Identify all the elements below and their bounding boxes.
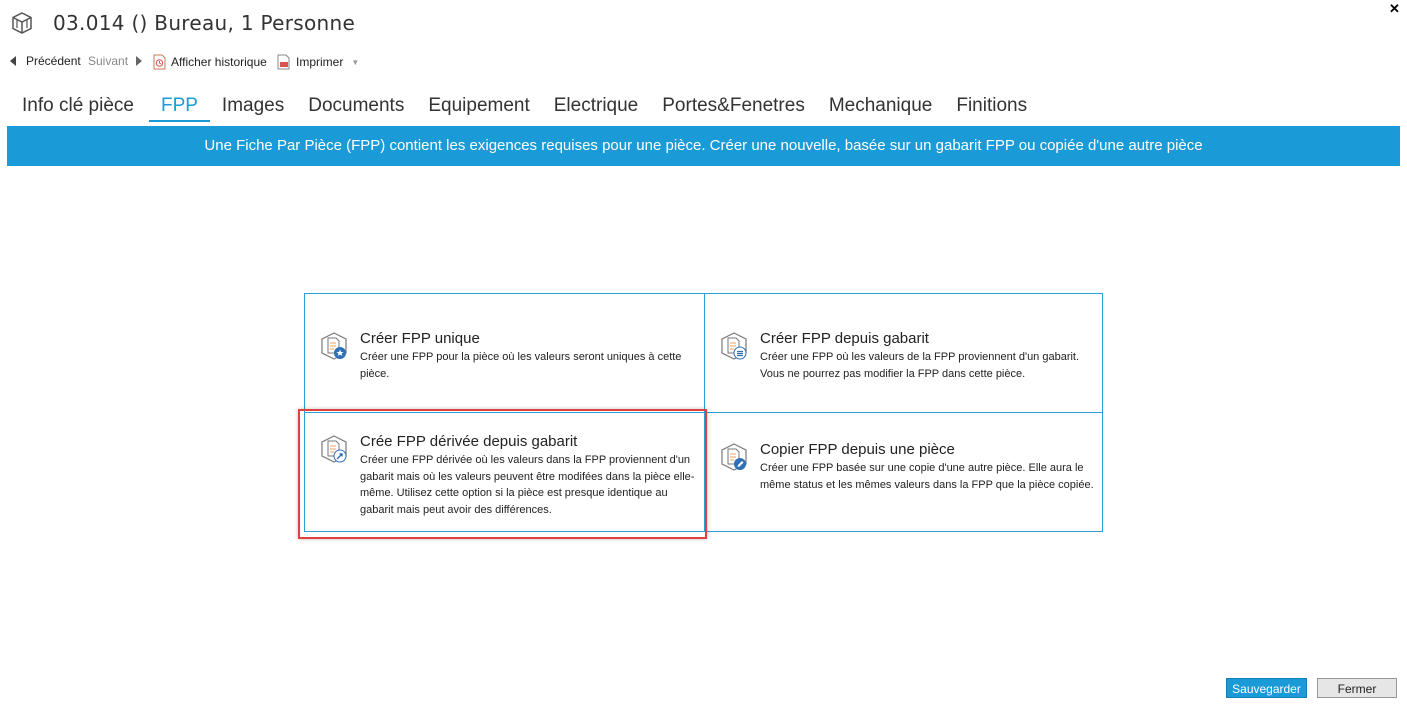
option-description: Créer une FPP pour la pièce où les valeurs seront uniques à cette pièce. <box>360 351 682 380</box>
tab-mechanique[interactable]: Mechanique <box>828 95 933 116</box>
tab-images[interactable]: Images <box>221 95 285 116</box>
previous-label: Précédent <box>26 54 81 68</box>
window-title: 03.014 () Bureau, 1 Personne <box>53 11 356 35</box>
history-label: Afficher historique <box>171 55 267 69</box>
tab-electrique[interactable]: Electrique <box>553 95 639 116</box>
tab-documents[interactable]: Documents <box>308 95 405 116</box>
option-description: Créer une FPP où les valeurs de la FPP proviennent d'un gabarit. Vous ne pourrez pas modifier la FPP dans cette pièce. <box>760 351 1080 380</box>
arrow-left-icon <box>10 56 16 66</box>
option-description: Créer une FPP basée sur une copie d'une autre pièce. Elle aura le même status et les mêmes valeurs dans la FPP que la pièce copiée. <box>760 462 1094 491</box>
next-button[interactable] <box>88 54 142 68</box>
previous-button[interactable] <box>10 54 81 68</box>
option-title: Copier FPP depuis une pièce <box>760 441 955 458</box>
option-create-derived[interactable] <box>305 413 705 532</box>
arrow-right-icon <box>136 56 142 66</box>
tab-fpp[interactable]: FPP <box>149 94 210 122</box>
option-title: Crée FPP dérivée depuis gabarit <box>360 433 578 450</box>
document-copy-icon <box>719 442 749 472</box>
tab-equipement[interactable]: Equipement <box>428 95 530 116</box>
save-button[interactable]: Sauvegarder <box>1226 678 1307 698</box>
history-icon <box>152 54 167 70</box>
option-copy-from-room[interactable] <box>705 413 1103 532</box>
next-label: Suivant <box>88 54 129 68</box>
tab-finitions[interactable]: Finitions <box>956 95 1028 116</box>
history-button[interactable] <box>152 54 267 70</box>
close-window-icon[interactable]: ✕ <box>1389 1 1400 16</box>
option-title: Créer FPP unique <box>360 330 480 347</box>
tab-portes-fenetres[interactable]: Portes&Fenetres <box>662 95 805 116</box>
app-cube-icon <box>10 11 34 35</box>
option-create-from-template[interactable] <box>705 294 1103 413</box>
print-icon <box>276 54 292 70</box>
option-title: Créer FPP depuis gabarit <box>760 330 929 347</box>
option-description: Créer une FPP dérivée où les valeurs dans la FPP proviennent d'un gabarit mais où les valeurs peuvent être modifées dans la pièce elle-même. Utilisez cette option si la pièce est presque identique au gabarit mais peut avoir des différences. <box>360 454 695 516</box>
print-label: Imprimer <box>296 55 344 69</box>
option-create-unique[interactable] <box>305 294 705 413</box>
document-derived-icon <box>319 434 349 464</box>
tab-bar <box>10 94 1039 122</box>
close-button[interactable]: Fermer <box>1317 678 1397 698</box>
document-star-icon <box>319 331 349 361</box>
tab-info-cle-piece[interactable]: Info clé pièce <box>22 95 134 116</box>
print-button[interactable] <box>276 54 359 70</box>
print-dropdown-icon[interactable]: ▼ <box>351 57 360 67</box>
document-template-icon <box>719 331 749 361</box>
info-banner: Une Fiche Par Pièce (FPP) contient les exigences requises pour une pièce. Créer une nouvelle, basée sur un gabarit FPP ou copiée d'une autre pièce <box>7 126 1400 166</box>
fpp-options-grid <box>304 293 1103 532</box>
